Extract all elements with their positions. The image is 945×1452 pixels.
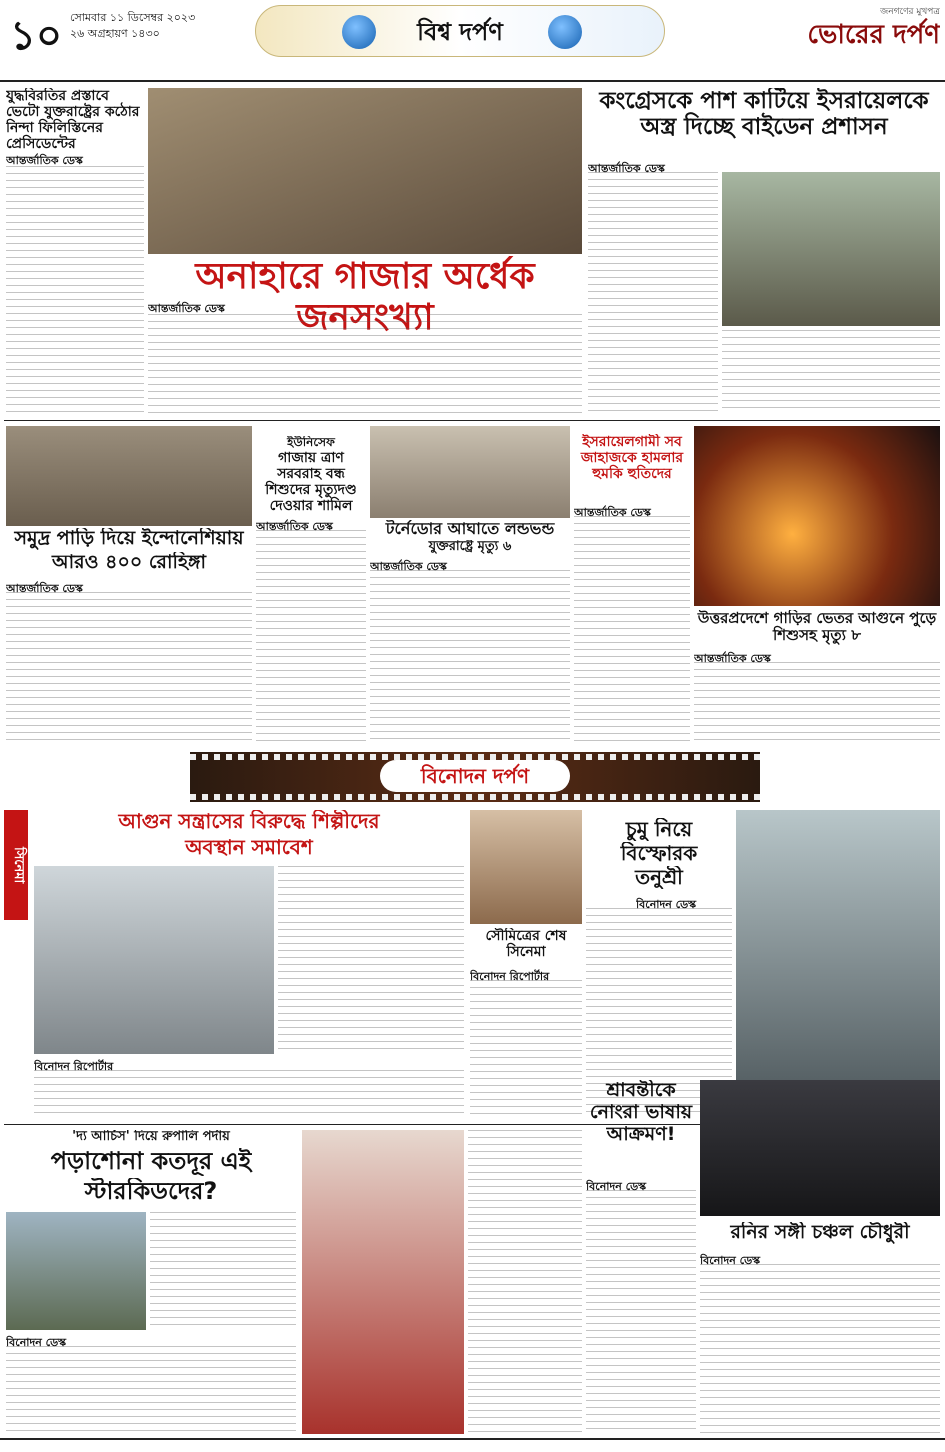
tornado-subheadline: যুক্তরাষ্ট্রে মৃত্যু ৬ xyxy=(428,540,512,554)
body-text xyxy=(370,570,570,742)
body-text xyxy=(34,1070,464,1118)
byline: বিনোদন ডেস্ক xyxy=(6,1336,67,1349)
body-text xyxy=(694,662,940,742)
tanushree-photo xyxy=(736,810,940,1118)
body-text xyxy=(256,530,366,742)
bottom-rule xyxy=(0,1438,945,1440)
tornado-photo xyxy=(370,426,570,518)
byline: আন্তর্জাতিক ডেস্ক xyxy=(256,520,333,533)
archies-headline-1: পড়াশোনা কতদূর এই xyxy=(50,1148,252,1175)
story-headline: যুদ্ধবিরতির প্রস্তাবে ভেটো যুক্তরাষ্ট্রের কঠোর নিন্দা ফিলিস্তিনের প্রেসিডেন্টের xyxy=(6,88,140,153)
body-text xyxy=(468,1130,582,1434)
soumitra-photo xyxy=(470,810,582,924)
body-text xyxy=(574,516,690,742)
gaza-headline: অনাহারে গাজার অর্ধেক জনসংখ্যা xyxy=(195,256,535,339)
brand-tagline: জনগণের মুখপত্র xyxy=(880,7,940,17)
unicef-kicker: ইউনিসেফ xyxy=(287,436,335,449)
byline: বিনোদন ডেস্ক xyxy=(586,1180,647,1193)
protest-subheadline: অবস্থান সমাবেশ xyxy=(185,836,313,859)
body-text xyxy=(148,314,582,414)
gaza-photo xyxy=(148,88,582,254)
srabanti-photo xyxy=(302,1130,464,1434)
section-title: বিশ্ব দর্পণ xyxy=(417,18,503,46)
brand-logo: ভোরের দর্পণ xyxy=(807,20,940,50)
byline: আন্তর্জাতিক ডেস্ক xyxy=(148,302,225,315)
unicef-headline: গাজায় ত্রাণ সরবরাহ বন্ধ শিশুদের মৃত্যুদণ্ড দেওয়ার শামিল xyxy=(265,450,357,515)
body-text xyxy=(6,166,144,414)
film-strip xyxy=(190,794,760,800)
tanushree-headline-3: তনুশ্রী xyxy=(635,866,683,889)
protest-photo xyxy=(34,866,274,1054)
page-number: ১০ xyxy=(10,13,62,59)
archies-kicker: 'দ্য আর্চিস' দিয়ে রুপালি পর্দায় xyxy=(72,1130,230,1144)
date-line xyxy=(70,10,250,42)
rohingya-photo xyxy=(6,426,252,526)
artillery-photo xyxy=(722,172,940,326)
body-text xyxy=(6,592,252,742)
byline: আন্তর্জাতিক ডেস্ক xyxy=(694,652,771,665)
tanushree-headline-2: বিস্ফোরক xyxy=(620,842,698,865)
archies-headline-2: স্টারকিডদের? xyxy=(84,1178,218,1205)
date-gregorian: সোমবার ১১ ডিসেম্বর ২০২৩ xyxy=(70,11,196,24)
byline: আন্তর্জাতিক ডেস্ক xyxy=(370,560,447,573)
threat-headline: ইসরায়েলগামী সব জাহাজকে হামলার হুমকি হুতিদের xyxy=(580,434,684,483)
body-text xyxy=(588,172,718,414)
byline: বিনোদন ডেস্ক xyxy=(636,898,697,911)
body-text xyxy=(150,1212,296,1330)
globe-icon xyxy=(548,15,582,49)
date-bangla: ২৬ অগ্রহায়ণ ১৪৩০ xyxy=(70,27,160,40)
tanushree-headline-1: চুমু নিয়ে xyxy=(625,818,693,841)
cinema-tag: সিনেমা xyxy=(4,810,28,920)
divider xyxy=(4,420,940,421)
rohingya-headline: সমুদ্র পাড়ি দিয়ে ইন্দোনেশিয়ায় xyxy=(14,528,244,549)
up-headline: উত্তরপ্রদেশে গাড়ির ভেতর আগুনে পুড়ে শিশুসহ মৃত্যু ৮ xyxy=(697,610,937,645)
body-text xyxy=(722,330,940,414)
body-text xyxy=(470,980,582,1118)
rony-photo xyxy=(700,1080,940,1216)
biden-headline: কংগ্রেসকে পাশ কাটিয়ে ইসরায়েলকে অস্ত্র দিচ্ছে বাইডেন প্রশাসন xyxy=(599,88,929,141)
entertainment-title: বিনোদন দর্পণ xyxy=(380,760,570,792)
rony-headline: রনির সঙ্গী চঞ্চল চৌধুরী xyxy=(730,1222,910,1243)
archies-photo xyxy=(6,1212,146,1330)
soumitra-headline: সৌমিত্রের শেষ সিনেমা xyxy=(485,928,567,961)
byline: বিনোদন রিপোর্টার xyxy=(470,970,550,983)
byline: আন্তর্জাতিক ডেস্ক xyxy=(6,582,83,595)
rohingya-subheadline: আরও ৪০০ রোহিঙ্গা xyxy=(51,552,207,573)
body-text xyxy=(278,866,464,1054)
body-text xyxy=(700,1264,940,1434)
byline: আন্তর্জাতিক ডেস্ক xyxy=(588,162,665,175)
globe-icon xyxy=(342,15,376,49)
byline: বিনোদন ডেস্ক xyxy=(700,1254,761,1267)
protest-headline: আগুন সন্ত্রাসের বিরুদ্ধে শিল্পীদের xyxy=(118,810,380,833)
byline: বিনোদন রিপোর্টার xyxy=(34,1060,114,1073)
tornado-headline: টর্নেডোর আঘাতে লন্ডভন্ড xyxy=(385,520,555,538)
burning-car-photo xyxy=(694,426,940,606)
byline: আন্তর্জাতিক ডেস্ক xyxy=(574,506,651,519)
srabanti-headline: শ্রাবন্তীকে নোংরা ভাষায় আক্রমণ! xyxy=(589,1080,693,1145)
body-text xyxy=(586,1190,696,1434)
byline: আন্তর্জাতিক ডেস্ক xyxy=(6,154,83,167)
body-text xyxy=(6,1346,296,1434)
